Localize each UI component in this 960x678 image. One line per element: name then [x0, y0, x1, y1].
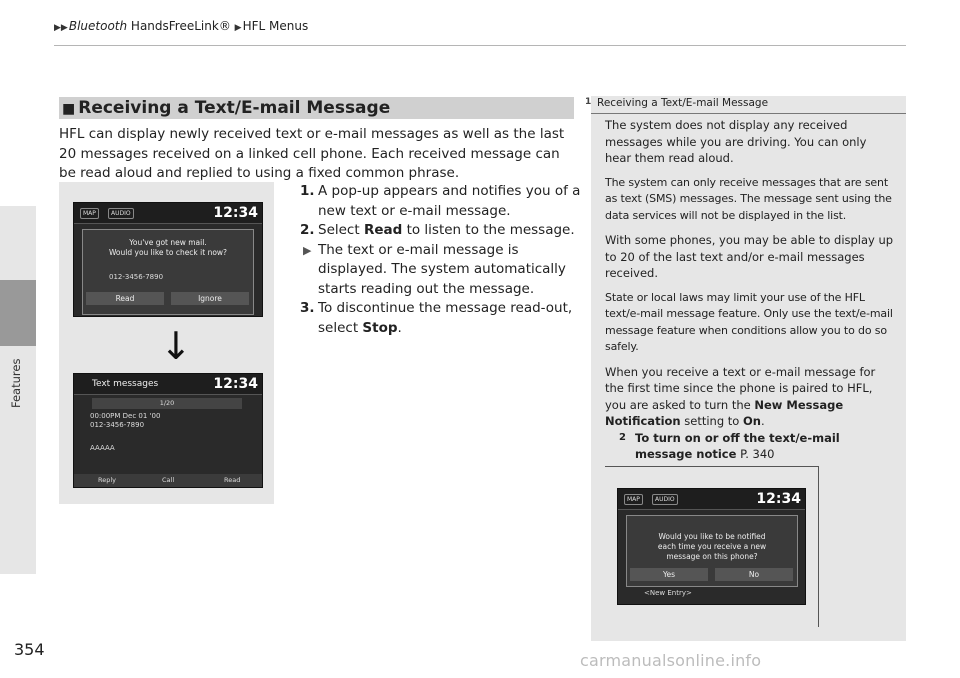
dialog-line: Would you like to check it now?	[108, 248, 228, 257]
message-time: 00:00PM Dec 01 '00	[90, 412, 161, 420]
substep-arrow-icon: ▶	[303, 243, 312, 257]
breadcrumb	[54, 19, 308, 33]
screen-status-bar	[618, 489, 805, 510]
message-pager[interactable]	[92, 398, 242, 409]
step-text: To discontinue the message read-out, select	[318, 300, 573, 336]
note-text: When you receive a text or e-mail message for the first time since the phone is paired to HFL, you are asked to turn the	[605, 364, 876, 412]
no-button[interactable]: No	[715, 568, 793, 581]
step-text: to listen to the message.	[402, 222, 575, 238]
note-body	[605, 117, 895, 463]
section-title-text: Receiving a Text/E-mail Message	[78, 98, 391, 118]
clock: 12:34	[213, 376, 258, 392]
audio-chip: AUDIO	[652, 494, 678, 505]
new-entry-item[interactable]: <New Entry>	[644, 589, 692, 597]
note-heading-text: Receiving a Text/E-mail Message	[597, 97, 769, 109]
section-title	[62, 97, 390, 120]
note-keyword: New Message Notification	[605, 397, 844, 428]
step-number: 2.	[300, 222, 315, 238]
note-paragraph: The system can only receive messages that are sent as text (SMS) messages. The message sent using the data services will not be displayed in the list.	[605, 175, 892, 222]
note-text: setting to	[680, 414, 743, 428]
substep	[300, 241, 585, 300]
read-button[interactable]: Read	[224, 476, 241, 484]
screen-text-messages	[73, 373, 263, 488]
step-keyword: Stop	[362, 319, 398, 336]
screen-status-bar	[74, 374, 262, 395]
sender-number: 012-3456-7890	[109, 273, 164, 281]
ignore-button[interactable]: Ignore	[171, 292, 249, 305]
intro-paragraph: HFL can display newly received text or e-mail messages as well as the last 20 messages received on a linked cell phone. Each received message can be read aloud and replied to using a fixed common phrase.	[59, 126, 565, 181]
breadcrumb-bluetooth: Bluetooth	[68, 19, 128, 33]
step-2	[300, 221, 585, 241]
screen-status-bar	[74, 203, 262, 224]
cross-reference-link[interactable]	[605, 430, 895, 463]
clock: 12:34	[213, 205, 258, 221]
note-text: .	[760, 414, 765, 428]
action-bar	[74, 474, 262, 487]
dialog-text	[627, 532, 797, 562]
map-chip: MAP	[624, 494, 643, 505]
breadcrumb-arrow-icon: ▶	[234, 23, 242, 33]
read-button[interactable]: Read	[86, 292, 164, 305]
note-keyword: On	[742, 414, 761, 428]
pager-text: 1/20	[159, 399, 175, 407]
step-1	[300, 182, 585, 221]
map-chip: MAP	[80, 208, 99, 219]
breadcrumb-hfl-menus: HFL Menus	[242, 19, 309, 33]
screen-notification-setting	[617, 488, 806, 605]
note-paragraph: State or local laws may limit your use of the HFL text/e-mail message feature. Only use the text/e-mail message feature when conditions allow you to do so safely.	[605, 290, 893, 353]
clock: 12:34	[756, 491, 801, 507]
reply-button[interactable]: Reply	[98, 476, 117, 484]
chapter-tab	[0, 280, 36, 346]
notification-dialog	[626, 515, 798, 587]
step-text: .	[397, 319, 402, 336]
dialog-line: message on this phone?	[666, 552, 758, 561]
cross-reference-title: To turn on or off the text/e-mail message notice	[635, 430, 840, 461]
header-rule	[54, 45, 906, 46]
step-keyword: Read	[363, 222, 403, 238]
cross-reference-page: P. 340	[736, 447, 775, 461]
chapter-label-text: Features	[9, 358, 23, 408]
substep-text: The text or e-mail message is displayed. The system automatically starts reading out the message.	[318, 241, 566, 297]
step-number: 1.	[300, 183, 315, 199]
yes-button[interactable]: Yes	[630, 568, 708, 581]
cross-reference-icon: 2	[619, 431, 626, 443]
note-paragraph: With some phones, you may be able to display up to 20 of the last text and/or e-mail messages received.	[605, 233, 894, 280]
call-button[interactable]: Call	[162, 476, 175, 484]
steps-list	[300, 182, 585, 338]
watermark: carmanualsonline.info	[580, 651, 762, 670]
step-text: Select	[318, 222, 364, 238]
note-icon: 1	[585, 97, 592, 107]
step-text: A pop-up appears and notifies you of a new text or e-mail message.	[318, 183, 581, 219]
down-arrow-icon: ↓	[160, 324, 192, 368]
audio-chip: AUDIO	[108, 208, 134, 219]
step-3	[300, 299, 585, 338]
step-number: 3.	[300, 300, 315, 316]
message-body: AAAAA	[90, 444, 115, 452]
screen-new-mail-popup	[73, 202, 263, 317]
new-mail-dialog	[82, 229, 254, 315]
note-paragraph	[605, 364, 895, 430]
chapter-label	[3, 338, 27, 408]
breadcrumb-arrow-icon: ▶▶	[54, 23, 68, 33]
dialog-line: You've got new mail.	[129, 238, 207, 247]
note-paragraph: The system does not display any received messages while you are driving. You can only hear them read aloud.	[605, 118, 867, 165]
note-heading	[585, 96, 906, 114]
dialog-line: Would you like to be notified	[658, 532, 766, 541]
breadcrumb-hfl: HandsFreeLink®	[127, 19, 231, 33]
page-number: 354	[14, 640, 45, 659]
screen-title: Text messages	[92, 379, 159, 389]
message-number: 012-3456-7890	[90, 421, 145, 429]
dialog-line: each time you receive a new	[657, 542, 767, 551]
section-marker-icon: ■	[62, 101, 76, 117]
dialog-text	[83, 238, 253, 258]
